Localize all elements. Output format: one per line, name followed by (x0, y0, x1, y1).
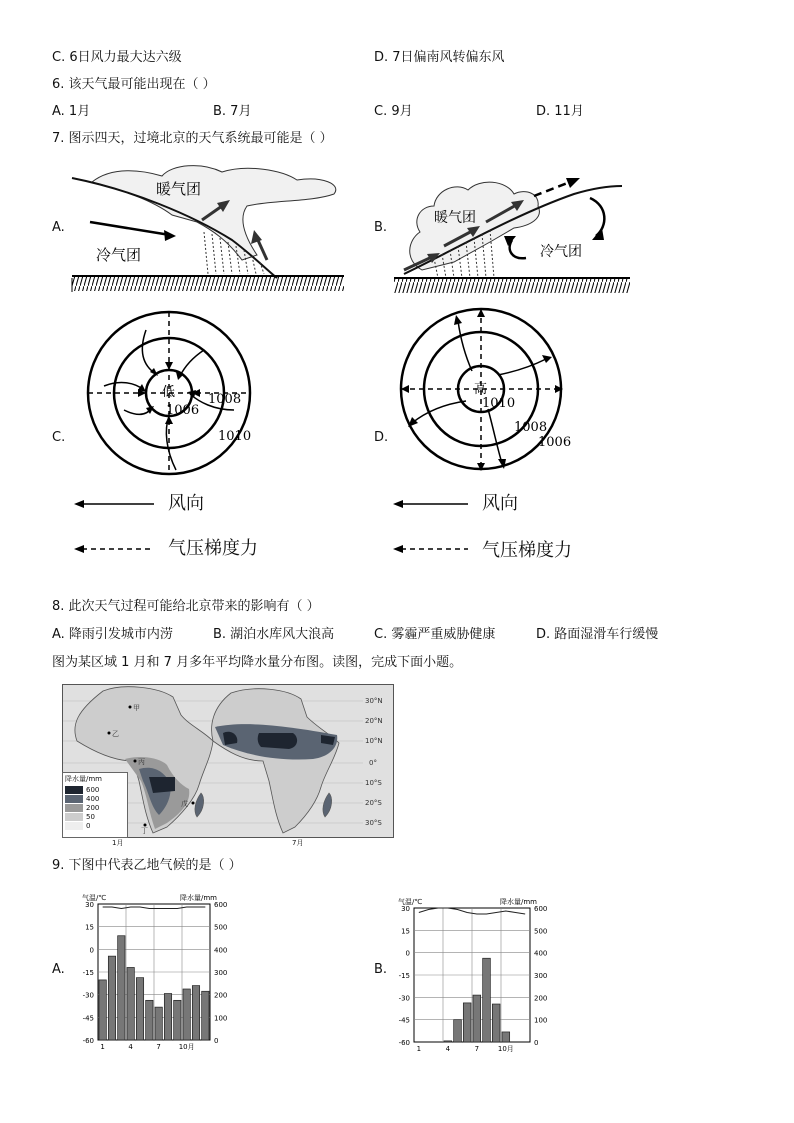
precip-tick-label: 100 (214, 1014, 228, 1023)
high-pressure-diagram (398, 305, 572, 477)
legend-400: 400 (86, 794, 100, 803)
precip-bar (108, 956, 115, 1040)
legend-50: 50 (86, 812, 95, 821)
precip-bar (483, 958, 491, 1042)
precip-bar (502, 1032, 510, 1042)
precip-tick-label: 200 (534, 994, 548, 1003)
q7-option-c: C. (52, 430, 66, 445)
lat-20n: 20°N (365, 717, 383, 725)
cold-mass-label-b: 冷气团 (540, 244, 582, 260)
q9-option-b: B. (374, 962, 388, 977)
legend-600: 600 (86, 785, 100, 794)
isobar-1010-c: 1010 (218, 429, 252, 444)
precip-tick-label: 600 (214, 901, 228, 909)
temp-tick-label: 0 (89, 946, 94, 955)
place-wu: 戊 (181, 800, 188, 808)
map-month-jan: 1月 (112, 839, 124, 847)
month-tick-label: 10月 (497, 1045, 514, 1053)
precip-tick-label: 100 (534, 1016, 548, 1025)
q6-option-d: D. 11月 (536, 104, 584, 119)
isobar-1006-d: 1006 (538, 435, 572, 450)
month-tick-label: 1 (100, 1043, 105, 1051)
climate-chart-a (70, 890, 240, 1050)
precip-tick-label: 400 (214, 946, 228, 955)
precip-bar (155, 1007, 162, 1040)
precip-tick-label: 0 (214, 1037, 219, 1045)
precip-bar (473, 995, 481, 1042)
isobar-1008-d: 1008 (514, 420, 548, 435)
month-tick-label: 7 (156, 1043, 161, 1051)
temp-tick-label: -45 (398, 1016, 410, 1025)
q8-option-d: D. 路面湿滑车行缓慢 (536, 627, 659, 642)
temp-tick-label: 15 (401, 927, 410, 936)
map-month-jul: 7月 (292, 839, 304, 847)
warm-mass-label-a: 暖气团 (156, 180, 202, 198)
legend-0: 0 (86, 821, 91, 830)
temp-tick-label: -45 (82, 1014, 94, 1023)
precip-bar (127, 967, 134, 1040)
lat-0: 0° (369, 759, 377, 767)
isobar-1008-c: 1008 (208, 392, 242, 407)
q6-stem: 6. 该天气最可能出现在（ ） (52, 77, 216, 92)
pressure-force-legend-c (74, 543, 154, 555)
temp-tick-label: 15 (85, 923, 94, 932)
lat-20s: 20°S (365, 799, 382, 807)
precip-tick-label: 300 (214, 969, 228, 977)
month-tick-label: 4 (445, 1045, 451, 1053)
precip-bar (164, 994, 171, 1040)
q6-option-c: C. 9月 (374, 104, 413, 119)
month-tick-label: 1 (416, 1045, 422, 1053)
precip-tick-label: 500 (214, 923, 228, 932)
precip-tick-label: 400 (534, 949, 548, 958)
precip-bar (492, 1004, 500, 1042)
temp-tick-label: 30 (85, 901, 94, 909)
temp-tick-label: -30 (398, 994, 410, 1003)
precip-bar (99, 980, 106, 1040)
isobar-1006-c: 1006 (166, 403, 200, 418)
precip-bar (454, 1020, 462, 1042)
temp-axis-title: 气温/℃ (82, 894, 107, 902)
wind-direction-label-c: 风向 (168, 493, 204, 514)
temp-tick-label: -60 (398, 1039, 410, 1047)
map-intro: 图为某区域 1 月和 7 月多年平均降水量分布图。读图，完成下面小题。 (52, 655, 463, 670)
wind-direction-label-d: 风向 (482, 493, 518, 514)
temp-axis-title: 气温/℃ (398, 898, 423, 906)
temp-tick-label: -15 (398, 972, 410, 980)
month-tick-label: 7 (474, 1045, 480, 1053)
warm-front-diagram (394, 170, 630, 296)
wind-direction-legend-d (393, 498, 468, 510)
precip-tick-label: 200 (214, 991, 228, 1000)
legend-200: 200 (86, 803, 100, 812)
q7-option-b: B. (374, 220, 388, 235)
precip-bar (202, 991, 209, 1040)
precip-tick-label: 0 (534, 1039, 539, 1047)
place-ding: 丁 (141, 827, 148, 835)
precip-axis-title: 降水量/mm (180, 894, 217, 902)
warm-mass-label-b: 暖气团 (434, 210, 476, 226)
temp-tick-label: 30 (401, 905, 410, 913)
low-pressure-diagram (84, 310, 254, 480)
lat-30n: 30°N (365, 697, 383, 705)
precip-bar (146, 1000, 153, 1040)
pressure-force-label-c: 气压梯度力 (168, 538, 258, 559)
precip-tick-label: 300 (534, 972, 548, 980)
month-tick-label: 4 (128, 1043, 133, 1051)
precip-bar (444, 1041, 452, 1042)
precip-bar (118, 936, 125, 1040)
place-jia: 甲 (133, 704, 140, 712)
q5-option-d: D. 7日偏南风转偏东风 (374, 50, 505, 65)
temp-tick-label: -60 (82, 1037, 94, 1045)
precip-bar (192, 986, 199, 1040)
q6-option-a: A. 1月 (52, 104, 91, 119)
climate-chart-b (390, 896, 560, 1052)
temp-tick-label: -30 (82, 991, 94, 1000)
pressure-force-label-d: 气压梯度力 (482, 540, 572, 561)
lat-10n: 10°N (365, 737, 383, 745)
q7-stem: 7. 图示四天，过境北京的天气系统最可能是（ ） (52, 131, 333, 146)
wind-direction-legend-c (74, 498, 154, 510)
cold-mass-label-a: 冷气团 (96, 246, 142, 264)
pressure-force-legend-d (393, 543, 468, 555)
precip-axis-title: 降水量/mm (500, 898, 537, 906)
q8-stem: 8. 此次天气过程可能给北京带来的影响有（ ） (52, 599, 320, 614)
q6-option-b: B. 7月 (213, 104, 252, 119)
high-center-label: 高 (474, 382, 488, 397)
precip-bar (463, 1003, 471, 1042)
lat-30s: 30°S (365, 819, 382, 827)
precip-tick-label: 500 (534, 927, 548, 936)
temp-tick-label: -15 (82, 969, 94, 977)
place-yi: 乙 (112, 730, 119, 738)
legend-title: 降水量/mm (65, 775, 102, 783)
q9-stem: 9. 下图中代表乙地气候的是（ ） (52, 858, 242, 873)
q7-option-a: A. (52, 220, 65, 235)
low-center-label: 低 (162, 385, 176, 400)
precip-bar (174, 1000, 181, 1040)
map-legend (62, 772, 128, 838)
place-bing: 丙 (138, 758, 145, 766)
month-tick-label: 10月 (178, 1043, 195, 1051)
precip-tick-label: 600 (534, 905, 548, 913)
q5-option-c: C. 6日风力最大达六级 (52, 50, 182, 65)
precip-bar (183, 989, 190, 1040)
q8-option-a: A. 降雨引发城市内涝 (52, 627, 173, 642)
isobar-1010-d: 1010 (482, 396, 516, 411)
q8-option-c: C. 雾霾严重威胁健康 (374, 627, 496, 642)
cold-front-diagram (72, 160, 344, 296)
precip-bar (136, 978, 143, 1040)
temp-tick-label: 0 (405, 949, 410, 958)
q8-option-b: B. 湖泊水库风大浪高 (213, 627, 335, 642)
q7-option-d: D. (374, 430, 389, 445)
lat-10s: 10°S (365, 779, 382, 787)
q9-option-a: A. (52, 962, 65, 977)
